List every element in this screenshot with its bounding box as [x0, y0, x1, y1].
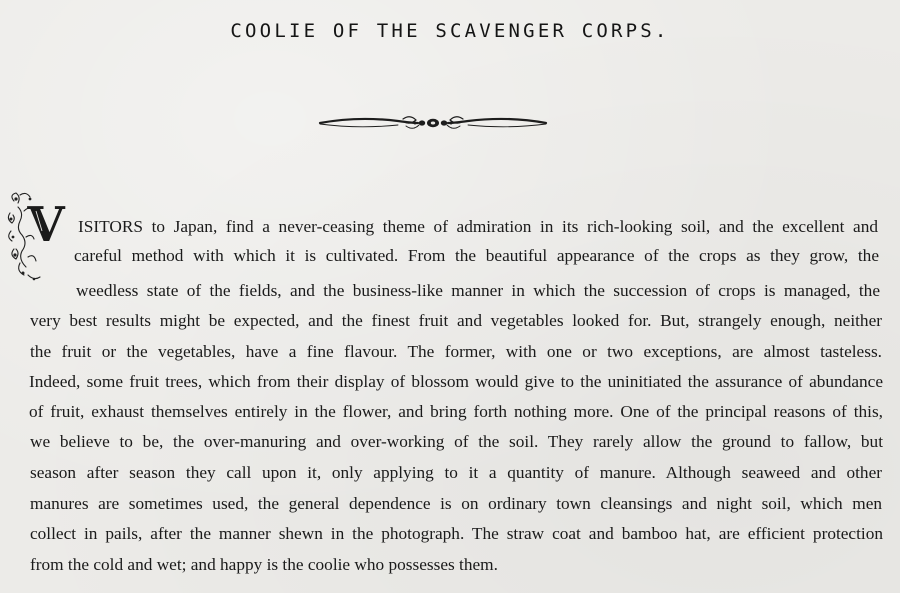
body-line-7: of fruit, exhaust themselves entirely in the flower, and bring forth nothing more. One of the principal reasons of this,	[29, 402, 883, 421]
drop-cap-letter: V	[27, 197, 65, 253]
body-line-5: the fruit or the vegetables, have a fine flavour. The former, with one or two exceptions, are almost tasteless.	[30, 342, 882, 361]
body-line-8: we believe to be, the over-manuring and over-working of the soil. They rarely allow the ground to fallow, but	[30, 432, 883, 451]
body-line-4: very best results might be expected, and the finest fruit and vegetables looked for. But, strangely enough, neither	[30, 311, 882, 330]
body-line-11: collect in pails, after the manner shewn in the photograph. The straw coat and bamboo hat, are efficient protection	[30, 524, 883, 543]
body-line-2: careful method with which it is cultivated. From the beautiful appearance of the crops as they grow, the	[74, 246, 879, 265]
page-title: COOLIE OF THE SCAVENGER CORPS.	[230, 20, 670, 42]
body-line-3: weedless state of the fields, and the business-like manner in which the succession of crops is managed, the	[76, 281, 880, 300]
body-line-1: ISITORS to Japan, find a never-ceasing theme of admiration in its rich-looking soil, and the excellent and	[78, 217, 878, 236]
body-line-12: from the cold and wet; and happy is the coolie who possesses them.	[30, 555, 498, 574]
ornamental-drop-cap	[6, 191, 68, 283]
body-line-10: manures are sometimes used, the general dependence is on ordinary town cleansings and night soil, which men	[30, 494, 882, 513]
body-line-6: Indeed, some fruit trees, which from their display of blossom would give to the uninitiated the assurance of abundance	[29, 372, 883, 391]
ornamental-divider	[318, 112, 548, 134]
body-line-9: season after season they call upon it, only applying to it a quantity of manure. Although seaweed and other	[30, 463, 882, 482]
